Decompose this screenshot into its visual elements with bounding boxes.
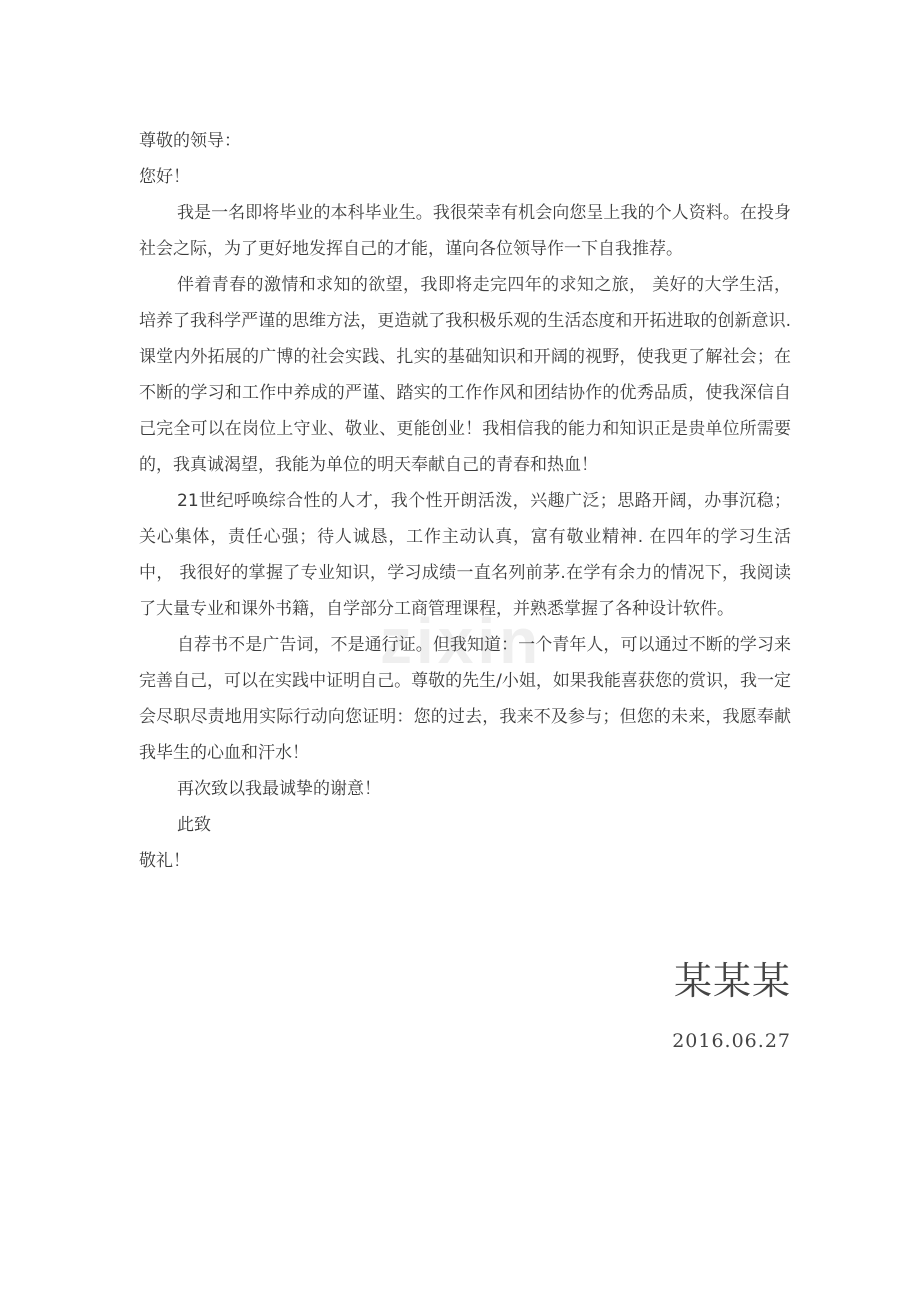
signature: 某某某 — [673, 959, 791, 1003]
greeting: 您好！ — [139, 167, 190, 187]
letter-date: 2016.06.27 — [672, 1030, 791, 1052]
paragraph-introduction: 我是一名即将毕业的本科毕业生。我很荣幸有机会向您呈上我的个人资料。在投身社会之际，为了更好地发挥自己的才能，谨向各位领导作一下自我推荐。 — [139, 203, 791, 259]
paragraph-commitment: 自荐书不是广告词，不是通行证。但我知道：一个青年人，可以通过不断的学习来完善自己，可以在实践中证明自己。尊敬的先生/小姐，如果我能喜获您的赏识，我一定会尽职尽责地用实际行动向您证明：您的过去，我来不及参与；但您的未来，我愿奉献我毕生的心血和汗水！ — [139, 635, 791, 763]
paragraph-cizhi: 此致 — [177, 815, 211, 835]
salutation: 尊敬的领导： — [139, 131, 241, 151]
watermark: zixin — [380, 605, 543, 677]
paragraph-university-life: 伴着青春的激情和求知的欲望，我即将走完四年的求知之旅， 美好的大学生活，培养了我科学严谨的思维方法，更造就了我积极乐观的生活态度和开拓进取的创新意识.课堂内外拓展的广博的社会实践、扎实的基础知识和开阔的视野，使我更了解社会；在不断的学习和工作中养成的严谨、踏实的工作作风和团结协作的优秀品质，使我深信自己完全可以在岗位上守业、敬业、更能创业！我相信我的能力和知识正是贵单位所需要的，我真诚渴望，我能为单位的明天奉献自己的青春和热血！ — [139, 275, 791, 475]
letter-body — [139, 123, 791, 879]
paragraph-personal-qualities: 21世纪呼唤综合性的人才，我个性开朗活泼，兴趣广泛；思路开阔，办事沉稳；关心集体，责任心强；待人诚恳，工作主动认真，富有敬业精神. 在四年的学习生活中， 我很好的掌握了专业知识，学习成绩一直名列前茅.在学有余力的情况下，我阅读了大量专业和课外书籍，自学部分工商管理课程，并熟悉掌握了各种设计软件。 — [139, 491, 791, 619]
closing: 敬礼！ — [139, 851, 190, 871]
paragraph-thanks: 再次致以我最诚挚的谢意！ — [177, 779, 381, 799]
